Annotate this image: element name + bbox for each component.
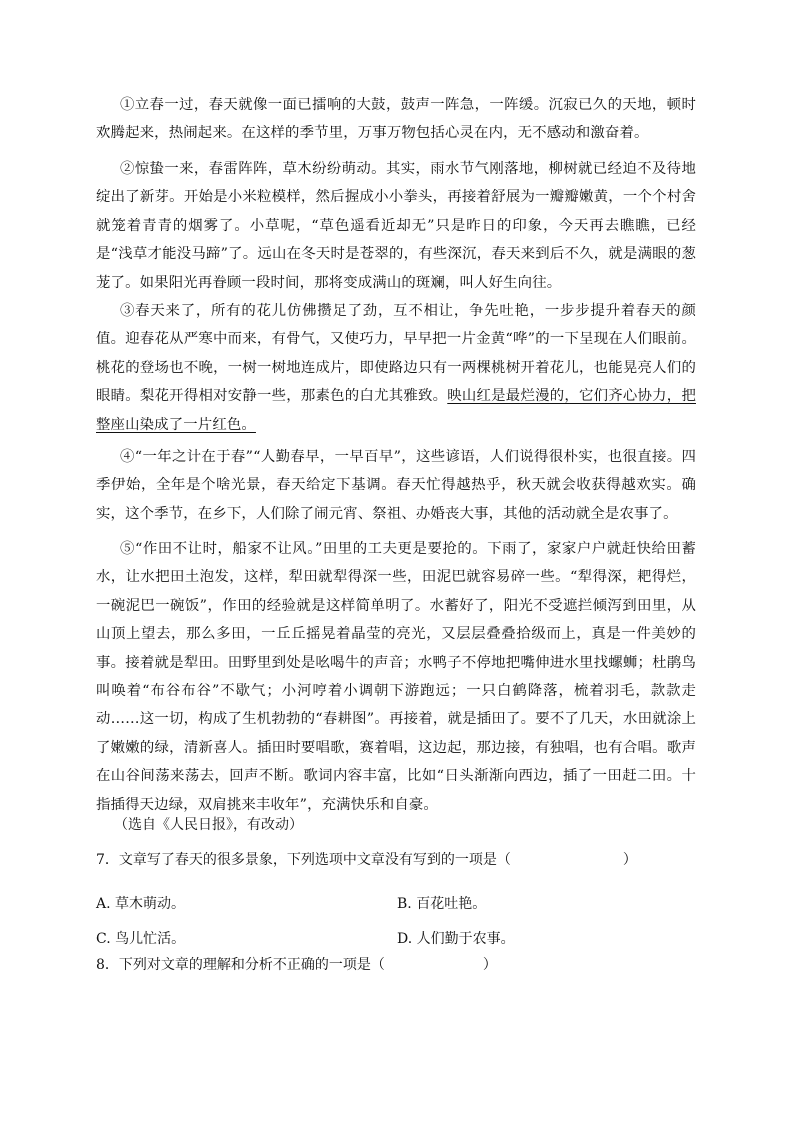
q7-option-c: C. 鸟儿忙活。 — [96, 931, 186, 947]
passage-paragraph-5: ⑤“作田不让时，船家不让风。”田里的工夫更是要抢的。下雨了，家家户户就赶快给田蓄水，让水把田土泡发，这样，犁田就犁得深一些，田泥巴就容易碎一些。“犁得深，耙得烂，一碗泥巴一碗饭”，作田的经验就是这样简单明了。水蓄好了，阳光不受遮拦倾泻到田里，从山顶上望去，那么多田，一丘丘摇晃着晶莹的亮光，又层层叠叠拾级而上，真是一件美妙的事。接着就是犁田。田野里到处是吆喝牛的声音；水鸭子不停地把嘴伸进水里找螺蛳；杜鹃鸟叫唤着“布谷布谷”不歇气；小河哼着小调朝下游跑远；一只白鹤降落，梳着羽毛，款款走动……这一切，构成了生机勃勃的“春耕图”。再接着，就是插田了。要不了几天，水田就涂上了嫩嫩的绿，清新喜人。插田时要唱歌，赛着唱，这边起，那边接，有独唱，也有合唱。歌声在山谷间荡来荡去，回声不断。歌词内容丰富，比如“日头渐渐向西边，插了一田赶二田。十指插得天边绿，双肩挑来丰收年”，充满快乐和自豪。 — [96, 541, 696, 813]
passage-paragraph-2: ②惊蛰一来，春雷阵阵，草木纷纷萌动。其实，雨水节气刚落地，柳树就已经迫不及待地绽出了新芽。开始是小米粒模样，然后握成小小拳头，再接着舒展为一瓣瓣嫩黄，一个个村舍就笼着青青的烟雾了。小草呢，“草色遥看近却无”只是昨日的印象，今天再去瞧瞧，已经是“浅草才能没马蹄”了。远山在冬天时是苍翠的，有些深沉，春天来到后不久，就是满眼的葱茏了。如果阳光再眷顾一段时间，那将变成满山的斑斓，叫人好生向往。 — [96, 161, 696, 291]
q7-option-b: B. 百花吐艳。 — [397, 896, 487, 912]
q7-option-a: A. 草木萌动。 — [96, 896, 186, 912]
q7-option-d: D. 人们勤于农事。 — [397, 931, 515, 947]
paragraph-3-text: ③春天来了，所有的花儿仿佛攒足了劲，互不相让，争先吐艳，一步步提升着春天的颜值。迎春花从严寒中而来，有骨气，又使巧力，早早把一片金黄“哗”的一下呈现在人们眼前。桃花的登场也不晚，一树一树地连成片，即使路边只有一两棵桃树开着花儿，也能晃亮人们的眼睛。梨花开得相对安静一些，那素色的白尤其雅致。 — [96, 303, 696, 405]
question-7: 7．文章写了春天的很多景象，下列选项中文章没有写到的一项是（ ） — [96, 852, 637, 868]
passage-paragraph-4: ④“一年之计在于春”“人勤春早，一早百早”，这些谚语，人们说得很朴实，也很直接。四季伊始，全年是个啥光景，春天给定下基调。春天忙得越热乎，秋天就会收获得越欢实。确实，这个季节，在乡下，人们除了闹元宵、祭祖、办婚丧大事，其他的活动就全是农事了。 — [96, 449, 696, 522]
source-citation: （选自《人民日报》，有改动） — [114, 817, 303, 833]
paragraph-3-underlined-sentence: 映山红是最烂漫的，它们齐心协力，把整座山染成了一片红色。 — [96, 388, 696, 433]
passage-paragraph-1: ①立春一过，春天就像一面已擂响的大鼓，鼓声一阵急，一阵缓。沉寂已久的天地，顿时欢腾起来，热闹起来。在这样的季节里，万事万物包括心灵在内，无不感动和激奋着。 — [96, 97, 696, 142]
passage-paragraph-3 — [96, 297, 696, 439]
question-8: 8．下列对文章的理解和分析不正确的一项是（ ） — [96, 957, 497, 973]
